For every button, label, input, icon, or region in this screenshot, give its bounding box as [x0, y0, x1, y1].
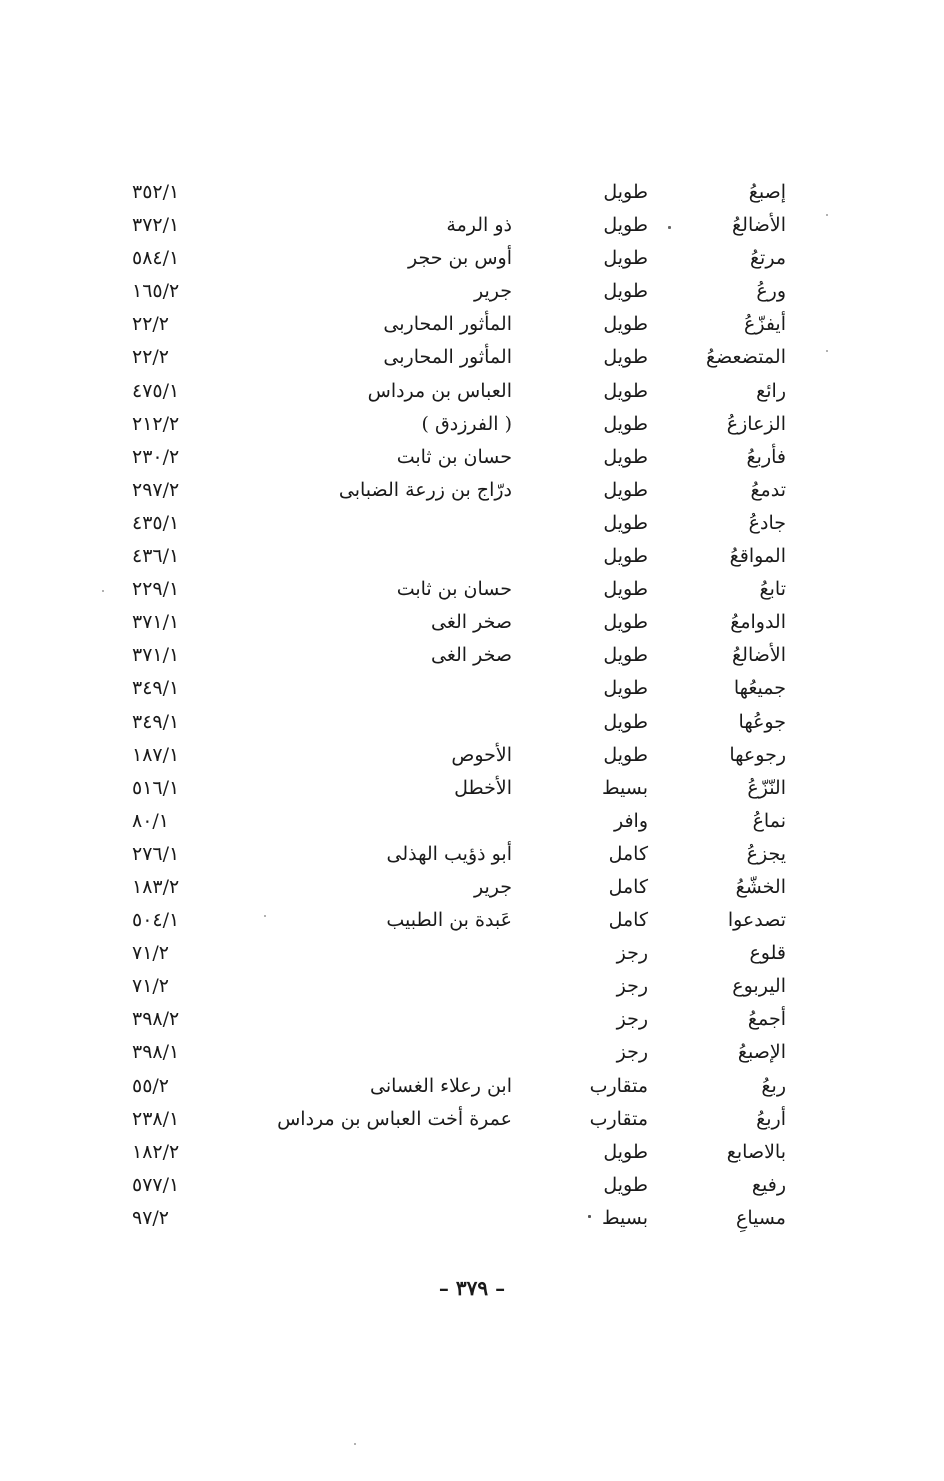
table-row	[0, 507, 944, 540]
table-row	[0, 970, 944, 1003]
rhyme-cell: نماعُ	[752, 809, 786, 832]
table-row	[0, 1103, 944, 1136]
scan-speck	[826, 350, 828, 352]
rhyme-cell: اليربوع	[732, 975, 786, 998]
meter-cell: كامل	[608, 909, 648, 932]
meter-cell: طويل	[603, 743, 648, 766]
table-row	[0, 474, 944, 507]
rhyme-cell: يجزعُ	[746, 842, 786, 865]
page-reference-cell: ١٦٥/٢	[132, 280, 180, 303]
meter-cell: بسيط	[601, 1206, 648, 1229]
rhyme-cell: فأربعُ	[746, 445, 786, 468]
poet-cell: ابن رعلاء الغسانى	[370, 1074, 512, 1097]
poet-cell: أوس بن حجر	[408, 247, 512, 270]
meter-cell: وافر	[613, 809, 648, 832]
page-reference-cell: ٥١٦/١	[132, 776, 180, 799]
page-reference-cell: ٢٩٧/٢	[132, 478, 180, 501]
table-row	[0, 375, 944, 408]
poet-cell: المأثور المحاربى	[383, 313, 512, 336]
meter-cell: طويل	[603, 247, 648, 270]
meter-cell: كامل	[608, 842, 648, 865]
poet-cell: ذو الرمة	[446, 214, 512, 237]
poet-cell: أبو ذؤيب الهذلى	[386, 842, 512, 865]
page-reference-cell: ٢٢/٢	[132, 313, 170, 336]
rhyme-cell: أربعُ	[756, 1107, 786, 1130]
page-reference-cell: ٣٥٢/١	[132, 181, 180, 203]
scan-speck	[264, 915, 266, 917]
page-reference-cell: ٢٣٨/١	[132, 1107, 180, 1130]
meter-cell: طويل	[603, 280, 648, 303]
meter-cell: طويل	[603, 214, 648, 237]
table-row	[0, 904, 944, 937]
meter-cell: طويل	[603, 412, 648, 435]
table-row	[0, 1003, 944, 1036]
page-reference-cell: ٤٣٥/١	[132, 511, 180, 534]
rhyme-cell: قلوع	[749, 942, 786, 965]
table-row	[0, 1169, 944, 1202]
page-reference-cell: ٢٧٦/١	[132, 842, 180, 865]
page-reference-cell: ٢١٢/٢	[132, 412, 180, 435]
page-reference-cell: ٣٧٢/١	[132, 214, 180, 237]
table-row	[0, 441, 944, 474]
rhyme-cell: الأضالعُ	[732, 214, 786, 237]
rhyme-cell: مرتعُ	[749, 247, 786, 270]
rhyme-cell: النّزّعُ	[747, 776, 786, 799]
poet-cell: صخر الغى	[431, 644, 512, 667]
table-row	[0, 672, 944, 705]
page-reference-cell: ٢٢٩/١	[132, 578, 180, 601]
poet-cell: جرير	[474, 875, 512, 898]
meter-cell: طويل	[603, 644, 648, 667]
poet-cell: العباس بن مرداس	[367, 379, 512, 402]
poet-cell: عمرة أخت العباس بن مرداس	[277, 1107, 512, 1130]
table-row	[0, 573, 944, 606]
rhyme-cell: بالاصابع	[726, 1140, 786, 1163]
table-row	[0, 1202, 944, 1235]
rhyme-cell: تصدعوا	[727, 909, 786, 932]
table-row	[0, 176, 944, 209]
table-row	[0, 408, 944, 441]
page-reference-cell: ٣٩٨/١	[132, 1041, 180, 1064]
meter-cell: طويل	[603, 445, 648, 468]
page-reference-cell: ١٨٣/٢	[132, 875, 180, 898]
page-reference-cell: ٣٩٨/٢	[132, 1008, 180, 1031]
page-reference-cell: ٢٢/٢	[132, 346, 170, 369]
meter-cell: متقارب	[589, 1107, 648, 1130]
table-row	[0, 838, 944, 871]
meter-cell: طويل	[603, 313, 648, 336]
table-row	[0, 242, 944, 275]
meter-cell: رجز	[616, 1008, 648, 1031]
page-reference-cell: ٣٧١/١	[132, 644, 180, 667]
table-row	[0, 275, 944, 308]
page-reference-cell: ٥٠٤/١	[132, 909, 180, 932]
table-row	[0, 805, 944, 838]
rhyme-cell: الخشّعُ	[735, 875, 786, 898]
rhyme-cell: جميعُها	[733, 677, 786, 700]
page-number: – ٣٧٩ –	[438, 1276, 506, 1300]
table-row	[0, 308, 944, 341]
page-reference-cell: ٣٤٩/١	[132, 677, 180, 700]
page-reference-cell: ٥٧٧/١	[132, 1173, 180, 1196]
scan-speck	[588, 1215, 591, 1218]
poet-cell: حسان بن ثابت	[396, 445, 512, 468]
rhyme-cell: أجمعُ	[747, 1008, 786, 1031]
rhyme-cell: الإصبعُ	[737, 1041, 786, 1064]
table-row	[0, 540, 944, 573]
meter-cell: طويل	[603, 545, 648, 568]
meter-cell: طويل	[603, 346, 648, 369]
page-reference-cell: ٧١/٢	[132, 975, 170, 998]
page-reference-cell: ٧١/٢	[132, 942, 170, 965]
table-row	[0, 1070, 944, 1103]
page-reference-cell: ٥٥/٢	[132, 1074, 170, 1097]
poet-cell: صخر الغى	[431, 611, 512, 634]
rhyme-cell: تابعُ	[759, 578, 786, 601]
page-reference-cell: ٨٠/١	[132, 809, 170, 832]
page-reference-cell: ٣٤٩/١	[132, 710, 180, 733]
poet-cell: ( الفرزدق )	[421, 412, 512, 435]
poet-cell: درّاج بن زرعة الضبابى	[338, 478, 512, 501]
page-reference-cell: ٢٣٠/٢	[132, 445, 180, 468]
rhyme-cell: الدوامعُ	[730, 611, 786, 634]
rhyme-cell: ربعُ	[761, 1074, 786, 1097]
page-reference-cell: ٥٨٤/١	[132, 247, 180, 270]
table-row	[0, 871, 944, 904]
poet-cell: حسان بن ثابت	[396, 578, 512, 601]
meter-cell: طويل	[603, 1140, 648, 1163]
poet-cell: الأحوص	[451, 743, 512, 766]
meter-cell: طويل	[603, 379, 648, 402]
meter-cell: متقارب	[589, 1074, 648, 1097]
rhyme-cell: ورعُ	[756, 280, 786, 303]
poet-cell: الأخطل	[454, 776, 512, 799]
scan-speck	[826, 214, 828, 216]
rhyme-index-table	[0, 176, 944, 1235]
poet-cell: عَبدة بن الطبيب	[386, 909, 512, 932]
rhyme-cell: المتضعضعُ	[705, 346, 786, 369]
table-row	[0, 1136, 944, 1169]
table-row	[0, 606, 944, 639]
scan-speck	[668, 226, 671, 229]
meter-cell: طويل	[603, 677, 648, 700]
meter-cell: بسيط	[601, 776, 648, 799]
rhyme-cell: جادعُ	[748, 511, 786, 534]
meter-cell: طويل	[603, 578, 648, 601]
scan-speck	[102, 590, 104, 592]
table-row	[0, 341, 944, 374]
meter-cell: رجز	[616, 942, 648, 965]
rhyme-cell: تدمعُ	[750, 478, 786, 501]
meter-cell: طويل	[603, 710, 648, 733]
meter-cell: طويل	[603, 611, 648, 634]
table-row	[0, 639, 944, 672]
page-reference-cell: ٩٧/٢	[132, 1206, 170, 1229]
rhyme-cell: رجوعها	[729, 743, 786, 766]
scan-speck	[354, 1443, 356, 1445]
table-row	[0, 209, 944, 242]
rhyme-cell: الزعازعُ	[726, 412, 786, 435]
table-row	[0, 1036, 944, 1069]
rhyme-cell: رفيع	[751, 1173, 786, 1196]
poet-cell: المأثور المحاربى	[383, 346, 512, 369]
page-reference-cell: ١٨٢/٢	[132, 1140, 180, 1163]
rhyme-cell: جوعُها	[738, 710, 786, 733]
rhyme-cell: إصبعُ	[748, 181, 786, 203]
rhyme-cell: الأضالعُ	[732, 644, 786, 667]
table-row	[0, 772, 944, 805]
rhyme-cell: المواقعُ	[729, 545, 786, 568]
page-reference-cell: ٣٧١/١	[132, 611, 180, 634]
meter-cell: طويل	[603, 478, 648, 501]
meter-cell: طويل	[603, 181, 648, 203]
poet-cell: جرير	[474, 280, 512, 303]
meter-cell: رجز	[616, 975, 648, 998]
rhyme-cell: مسياعِ	[736, 1206, 786, 1229]
meter-cell: رجز	[616, 1041, 648, 1064]
page-reference-cell: ٤٧٥/١	[132, 379, 180, 402]
table-row	[0, 739, 944, 772]
page-reference-cell: ١٨٧/١	[132, 743, 180, 766]
meter-cell: طويل	[603, 511, 648, 534]
table-row	[0, 937, 944, 970]
meter-cell: كامل	[608, 875, 648, 898]
meter-cell: طويل	[603, 1173, 648, 1196]
rhyme-cell: أيفزّعُ	[744, 313, 786, 336]
rhyme-cell: رائع	[756, 379, 786, 402]
page-reference-cell: ٤٣٦/١	[132, 545, 180, 568]
table-row	[0, 706, 944, 739]
